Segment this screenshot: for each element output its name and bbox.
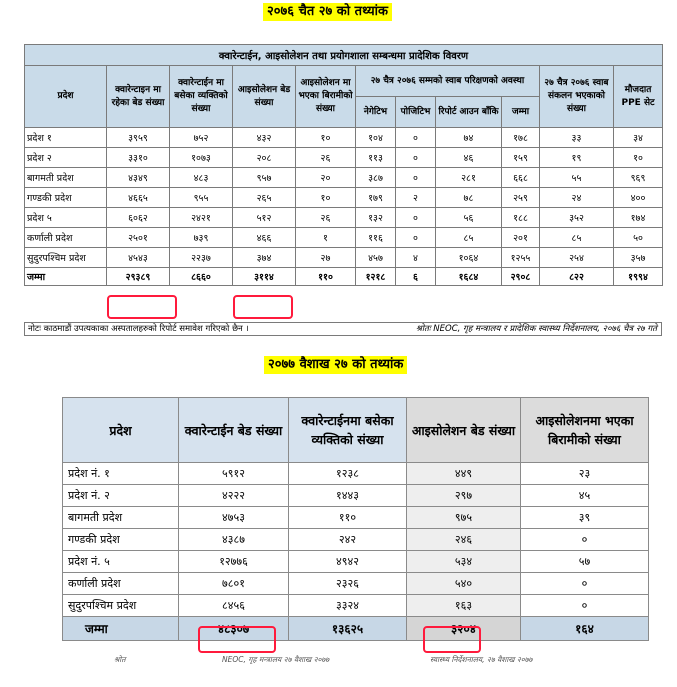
t2-header-people-in-quarantine: क्वारेन्टाईनमा बसेका व्यक्तिको संख्या xyxy=(289,398,407,463)
t2-cell-isolation-beds: २४६ xyxy=(407,529,521,551)
t1-table-row xyxy=(25,208,663,228)
t2-cell-people-in-quarantine: ११० xyxy=(289,507,407,529)
table1-title: २०७६ चैत २७ को तथ्यांक xyxy=(263,3,392,21)
t2-cell-quarantine-beds: ४३८७ xyxy=(179,529,289,551)
table1-caption: क्वारेन्टाईन, आइसोलेशन तथा प्रयोगशाला सम्बन्धमा प्रादेशिक विवरण xyxy=(25,45,663,66)
t1-cell-positive: ० xyxy=(396,208,436,228)
t2-table-row xyxy=(63,463,649,485)
t1-cell-swab-collected: ८५ xyxy=(540,228,614,248)
t1-total-total: २९०८ xyxy=(502,268,540,286)
t2-cell-people-in-quarantine: १२३८ xyxy=(289,463,407,485)
t1-cell-pending: २८१ xyxy=(436,168,502,188)
t2-cell-province: गण्डकी प्रदेश xyxy=(63,529,179,551)
t1-table-row xyxy=(25,188,663,208)
t1-cell-negative: ११३ xyxy=(356,148,396,168)
t2-cell-in-isolation: ५७ xyxy=(521,551,649,573)
t1-cell-province: गण्डकी प्रदेश xyxy=(25,188,107,208)
t1-table-row xyxy=(25,148,663,168)
t1-cell-people-in-quarantine: २४२१ xyxy=(170,208,233,228)
t1-cell-swab-collected: १९ xyxy=(540,148,614,168)
t1-cell-negative: १३२ xyxy=(356,208,396,228)
t2-cell-people-in-quarantine: ३३२४ xyxy=(289,595,407,617)
t2-total-quarantine-beds: ४८३०७ xyxy=(179,617,289,641)
t2-table-row xyxy=(63,573,649,595)
t1-cell-in-isolation: २६ xyxy=(296,148,356,168)
t2-cell-quarantine-beds: १२७७६ xyxy=(179,551,289,573)
t2-cell-province: कर्णाली प्रदेश xyxy=(63,573,179,595)
t1-table-row xyxy=(25,168,663,188)
t1-cell-total: १५९ xyxy=(502,148,540,168)
t1-cell-province: प्रदेश २ xyxy=(25,148,107,168)
t2-total-province: जम्मा xyxy=(63,617,179,641)
t1-cell-quarantine-beds: २५०१ xyxy=(107,228,170,248)
t1-cell-positive: ० xyxy=(396,168,436,188)
t1-total-in-isolation: ११० xyxy=(296,268,356,286)
highlight-t2-isolation-total xyxy=(423,626,481,653)
t1-cell-quarantine-beds: ४५४३ xyxy=(107,248,170,268)
t1-cell-total: ६६८ xyxy=(502,168,540,188)
t2-cell-people-in-quarantine: १४४३ xyxy=(289,485,407,507)
t2-header-province: प्रदेश xyxy=(63,398,179,463)
t1-cell-people-in-quarantine: ९५५ xyxy=(170,188,233,208)
t1-cell-isolation-beds: २६५ xyxy=(233,188,296,208)
t1-header-ppe: मौजदात PPE सेट xyxy=(614,66,663,128)
t2-cell-province: प्रदेश नं. ५ xyxy=(63,551,179,573)
t1-cell-isolation-beds: ३७४ xyxy=(233,248,296,268)
t2-cell-people-in-quarantine: २४२ xyxy=(289,529,407,551)
t1-table-row xyxy=(25,248,663,268)
t2-cell-province: प्रदेश नं. २ xyxy=(63,485,179,507)
highlight-t1-quarantine-total xyxy=(107,295,177,319)
t2-cell-isolation-beds: २९७ xyxy=(407,485,521,507)
t1-cell-in-isolation: १० xyxy=(296,128,356,148)
t1-cell-pending: ७८ xyxy=(436,188,502,208)
table1-source: श्रोतः NEOC, गृह मन्त्रालय र प्रादेशिक स्वास्थ्य निर्देशनालय, २०७६ चैत्र २७ गते xyxy=(415,324,657,334)
table1-note-text: नोटः काठमाडौं उपत्यकाका अस्पतालहरुको रिपोर्ट समावेश गरिएको छैन । xyxy=(28,324,249,334)
t1-cell-positive: ० xyxy=(396,128,436,148)
t1-header-in-isolation: आइसोलेशन मा भएका बिरामीको संख्या xyxy=(296,66,356,128)
t2-table-row xyxy=(63,507,649,529)
t1-cell-ppe: ४०० xyxy=(614,188,663,208)
t2-cell-isolation-beds: ४४९ xyxy=(407,463,521,485)
t1-cell-negative: १७९ xyxy=(356,188,396,208)
t1-cell-people-in-quarantine: ४८३ xyxy=(170,168,233,188)
t1-table-row xyxy=(25,228,663,248)
table2-source xyxy=(62,655,648,667)
t1-header-people-in-quarantine: क्वारेन्टाईन मा बसेका व्यक्तिको संख्या xyxy=(170,66,233,128)
t2-cell-province: प्रदेश नं. १ xyxy=(63,463,179,485)
t1-total-swab-collected: ८२२ xyxy=(540,268,614,286)
t1-header-swab-collected: २७ चैत्र २०७६ स्वाब संकलन भएकाको संख्या xyxy=(540,66,614,128)
t1-cell-province: सुदुरपश्चिम प्रदेश xyxy=(25,248,107,268)
highlight-t1-isolation-total xyxy=(233,295,293,319)
table2-source-left: श्रोत xyxy=(114,655,126,664)
t1-total-ppe: १९९४ xyxy=(614,268,663,286)
t1-cell-isolation-beds: ५१२ xyxy=(233,208,296,228)
t1-cell-people-in-quarantine: ७५२ xyxy=(170,128,233,148)
table2-source-mid: NEOC, गृह मन्त्रालय २७ वैशाख २०७७ xyxy=(222,655,330,664)
t1-cell-in-isolation: २० xyxy=(296,168,356,188)
t1-cell-ppe: ९६९ xyxy=(614,168,663,188)
t1-cell-pending: ७४ xyxy=(436,128,502,148)
t2-cell-in-isolation: २३ xyxy=(521,463,649,485)
t1-cell-ppe: ३४ xyxy=(614,128,663,148)
table1-provincial-details xyxy=(24,44,663,286)
t2-cell-in-isolation: ४५ xyxy=(521,485,649,507)
t2-cell-province: बागमती प्रदेश xyxy=(63,507,179,529)
t2-cell-isolation-beds: १६३ xyxy=(407,595,521,617)
t1-header-province: प्रदेश xyxy=(25,66,107,128)
t1-cell-pending: १०६४ xyxy=(436,248,502,268)
t1-cell-swab-collected: ५५ xyxy=(540,168,614,188)
t1-cell-quarantine-beds: ३९५९ xyxy=(107,128,170,148)
t1-cell-swab-collected: २५४ xyxy=(540,248,614,268)
t1-cell-people-in-quarantine: २२३७ xyxy=(170,248,233,268)
t1-cell-in-isolation: १ xyxy=(296,228,356,248)
t1-total-positive: ६ xyxy=(396,268,436,286)
t1-cell-quarantine-beds: ४६६५ xyxy=(107,188,170,208)
t1-cell-swab-collected: २४ xyxy=(540,188,614,208)
t2-cell-people-in-quarantine: ४९४२ xyxy=(289,551,407,573)
t2-cell-in-isolation: ० xyxy=(521,529,649,551)
t1-cell-isolation-beds: २०८ xyxy=(233,148,296,168)
t1-cell-swab-collected: ३५२ xyxy=(540,208,614,228)
t1-header-quarantine-beds: क्वारेन्टाइन मा रहेका बेड संख्या xyxy=(107,66,170,128)
t1-cell-total: १७८ xyxy=(502,128,540,148)
t2-table-row xyxy=(63,485,649,507)
t1-cell-in-isolation: २७ xyxy=(296,248,356,268)
t1-cell-ppe: १७४ xyxy=(614,208,663,228)
t1-cell-negative: १०४ xyxy=(356,128,396,148)
t2-cell-quarantine-beds: ५९१२ xyxy=(179,463,289,485)
t1-cell-province: प्रदेश १ xyxy=(25,128,107,148)
table2-source-right: स्वास्थ्य निर्देशनालय, २७ वैशाख २०७७ xyxy=(430,655,533,664)
t1-cell-positive: २ xyxy=(396,188,436,208)
t1-cell-quarantine-beds: ३३१० xyxy=(107,148,170,168)
t2-cell-isolation-beds: ५४० xyxy=(407,573,521,595)
t1-cell-positive: ० xyxy=(396,148,436,168)
t2-total-in-isolation: १६४ xyxy=(521,617,649,641)
t1-header-total: जम्मा xyxy=(502,97,540,128)
t1-cell-in-isolation: १० xyxy=(296,188,356,208)
t2-cell-isolation-beds: ५३४ xyxy=(407,551,521,573)
t1-cell-isolation-beds: ९५७ xyxy=(233,168,296,188)
t1-total-province: जम्मा xyxy=(25,268,107,286)
t1-cell-negative: ४५७ xyxy=(356,248,396,268)
t2-total-isolation-beds: ३२०४ xyxy=(407,617,521,641)
t1-cell-positive: ० xyxy=(396,228,436,248)
t2-cell-quarantine-beds: ७८०१ xyxy=(179,573,289,595)
t2-cell-isolation-beds: ९७५ xyxy=(407,507,521,529)
t2-cell-in-isolation: ३९ xyxy=(521,507,649,529)
highlight-t2-quarantine-total xyxy=(198,626,276,653)
t1-total-row xyxy=(25,268,663,286)
t1-header-negative: नेगेटिभ xyxy=(356,97,396,128)
t1-cell-quarantine-beds: ४३४९ xyxy=(107,168,170,188)
t1-cell-province: प्रदेश ५ xyxy=(25,208,107,228)
t1-total-negative: १२१८ xyxy=(356,268,396,286)
t2-cell-in-isolation: ० xyxy=(521,595,649,617)
t1-cell-isolation-beds: ४६६ xyxy=(233,228,296,248)
t1-header-isolation-beds: आइसोलेशन बेड संख्या xyxy=(233,66,296,128)
t1-cell-total: १८८ xyxy=(502,208,540,228)
t1-cell-pending: ५६ xyxy=(436,208,502,228)
t1-cell-people-in-quarantine: ७३९ xyxy=(170,228,233,248)
t1-cell-pending: ४६ xyxy=(436,148,502,168)
table2-provincial-details xyxy=(62,397,649,641)
t1-cell-in-isolation: २६ xyxy=(296,208,356,228)
table2-title: २०७७ वैशाख २७ को तथ्यांक xyxy=(264,356,407,374)
t1-cell-isolation-beds: ४३२ xyxy=(233,128,296,148)
t1-header-pending: रिपोर्ट आउन बाँकि xyxy=(436,97,502,128)
t1-cell-people-in-quarantine: १०७३ xyxy=(170,148,233,168)
t2-header-in-isolation: आइसोलेशनमा भएका बिरामीको संख्या xyxy=(521,398,649,463)
t1-cell-positive: ४ xyxy=(396,248,436,268)
t2-table-row xyxy=(63,595,649,617)
t2-table-row xyxy=(63,529,649,551)
t2-cell-in-isolation: ० xyxy=(521,573,649,595)
t1-cell-quarantine-beds: ६०६२ xyxy=(107,208,170,228)
t2-cell-quarantine-beds: ४२२२ xyxy=(179,485,289,507)
t2-header-quarantine-beds: क्वारेन्टाईन बेड संख्या xyxy=(179,398,289,463)
t1-total-people-in-quarantine: ८६६० xyxy=(170,268,233,286)
t1-cell-ppe: १० xyxy=(614,148,663,168)
t1-total-isolation-beds: ३११४ xyxy=(233,268,296,286)
t1-total-pending: १६८४ xyxy=(436,268,502,286)
t2-cell-province: सुदुरपश्चिम प्रदेश xyxy=(63,595,179,617)
t1-cell-total: २५९ xyxy=(502,188,540,208)
t2-total-row xyxy=(63,617,649,641)
t1-header-swab-group: २७ चैत्र २०७६ सम्मको स्वाब परिक्षणको अवस्था xyxy=(356,66,540,97)
t1-cell-negative: ३८७ xyxy=(356,168,396,188)
t2-cell-quarantine-beds: ४७५३ xyxy=(179,507,289,529)
t1-cell-province: कर्णाली प्रदेश xyxy=(25,228,107,248)
t2-cell-quarantine-beds: ८४५६ xyxy=(179,595,289,617)
t2-total-people-in-quarantine: १३६२५ xyxy=(289,617,407,641)
t1-cell-ppe: ३५७ xyxy=(614,248,663,268)
t2-cell-people-in-quarantine: २३२६ xyxy=(289,573,407,595)
t1-cell-pending: ८५ xyxy=(436,228,502,248)
t1-cell-total: १२५५ xyxy=(502,248,540,268)
t1-cell-total: २०१ xyxy=(502,228,540,248)
t1-cell-swab-collected: ३३ xyxy=(540,128,614,148)
t2-table-row xyxy=(63,551,649,573)
t1-cell-negative: ११६ xyxy=(356,228,396,248)
table1-note xyxy=(24,322,662,336)
t1-cell-ppe: ५० xyxy=(614,228,663,248)
t1-total-quarantine-beds: २९३८९ xyxy=(107,268,170,286)
t1-cell-province: बागमती प्रदेश xyxy=(25,168,107,188)
t2-header-isolation-beds: आइसोलेशन बेड संख्या xyxy=(407,398,521,463)
t1-header-positive: पोजिटिभ xyxy=(396,97,436,128)
t1-table-row xyxy=(25,128,663,148)
